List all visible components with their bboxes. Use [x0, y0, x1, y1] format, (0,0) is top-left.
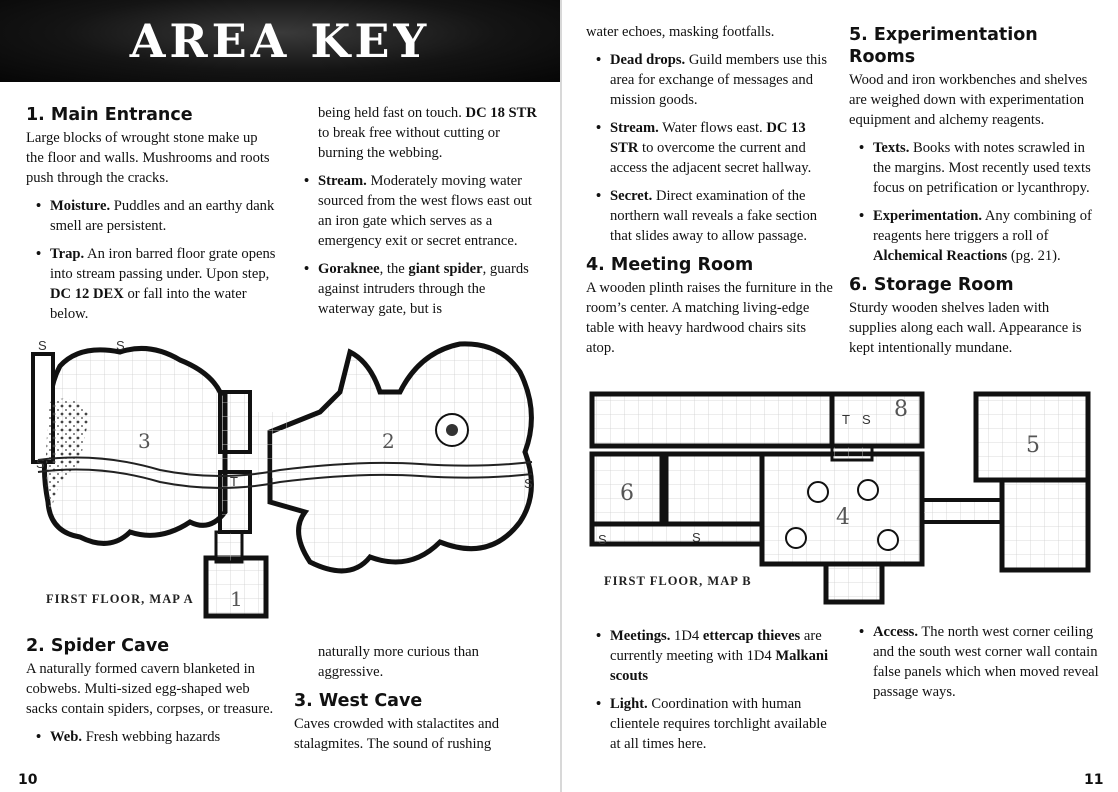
section-heading: 3. West Cave: [294, 691, 423, 711]
section-intro: Caves crowded with stalactites and stalagmites. The sound of rushing: [294, 716, 500, 752]
secret-door-marker: S: [692, 530, 701, 545]
storage-room-bullets: [849, 622, 1099, 710]
section-intro: A wooden plinth raises the furniture in the room’s center. A matching living-edge table with heavy hardwood chairs sits atop.: [586, 280, 833, 356]
web-continued: being held fast on touch. DC 18 STR to break free without cutting or burning the webbing.: [318, 105, 537, 161]
section-heading: 4. Meeting Room: [586, 255, 754, 275]
map-number-8: 8: [894, 397, 908, 422]
secret-door-marker: S: [36, 456, 45, 471]
section-heading: 5. Experimentation Rooms: [849, 25, 1038, 67]
map-number-6: 6: [620, 481, 634, 506]
bullet-experimentation: • Experimentation. Any combining of reagents here triggers a roll of Alchemical Reactions (pg. 21).: [849, 206, 1099, 266]
bullet-light: • Light. Coordination with human clientele requires torchlight available at all times here.: [586, 694, 836, 754]
map-a: [20, 332, 550, 628]
section-west-cave: [294, 690, 542, 754]
west-cave-cont-text: water echoes, masking footfalls.: [586, 24, 775, 40]
bullet-web: • Web. Fresh webbing hazards: [26, 727, 276, 747]
title-banner: [0, 0, 560, 82]
section-main-entrance: [26, 104, 276, 332]
ettercap-thief-icon: [808, 482, 828, 502]
section-spider-cave: [26, 635, 276, 755]
page-number-right: 11: [1084, 772, 1104, 788]
map-number-3: 3: [138, 429, 151, 453]
map-number-5: 5: [1026, 433, 1040, 458]
bullet-meetings: • Meetings. 1D4 ettercap thieves are currently meeting with 1D4 Malkani scouts: [586, 626, 836, 686]
trap-marker: T: [842, 412, 850, 427]
map-a-label: FIRST FLOOR, MAP A: [46, 592, 194, 606]
bullet-trap: • Trap. An iron barred floor grate opens into stream passing under. Upon step, DC 12 DEX or fall into the water below.: [26, 244, 276, 324]
map-b-label: FIRST FLOOR, MAP B: [604, 574, 752, 588]
bullet-moisture: • Moisture. Puddles and an earthy dank smell are persistent.: [26, 196, 276, 236]
map-number-2: 2: [382, 429, 395, 453]
bullet-access: • Access. The north west corner ceiling and the south west corner wall contain false panels which when moved reveal passage ways.: [849, 622, 1099, 702]
bullet-dead-drops: • Dead drops. Guild members use this area for exchange of messages and mission goods.: [586, 50, 836, 110]
section-experimentation-rooms: [849, 24, 1099, 366]
goraknee-continued: naturally more curious than aggressive.: [318, 644, 479, 680]
section-intro: Large blocks of wrought stone make up the floor and walls. Mushrooms and roots push through the cracks.: [26, 130, 270, 186]
ettercap-thief-icon: [786, 528, 806, 548]
section-intro: A naturally formed cavern blanketed in cobwebs. Multi-sized egg-shaped web sacks contain spiders, corpses, or treasure.: [26, 661, 274, 717]
bullet-texts: • Texts. Books with notes scrawled in the margins. Most recently used texts focus on petrification or lycanthropy.: [849, 138, 1099, 198]
malkani-scout-icon: [858, 480, 878, 500]
bullet-stream: • Stream. Moderately moving water sourced from the west flows east out an iron gate which serves as a emergency exit or secret entrance.: [294, 171, 542, 251]
page-title: AREA KEY: [129, 14, 431, 68]
spider-cave-continued: [294, 103, 542, 327]
secret-door-marker: S: [116, 338, 125, 353]
column-2-bottom: [294, 642, 542, 762]
meeting-room-bullets: [586, 626, 836, 762]
map-number-1: 1: [230, 587, 243, 611]
secret-door-marker: S: [862, 412, 871, 427]
section-intro: Wood and iron workbenches and shelves are weighed down with experimentation equipment and alchemy reagents.: [849, 72, 1088, 128]
trap-marker: T: [230, 474, 238, 489]
section-heading: 6. Storage Room: [849, 275, 1014, 295]
bullet-stream: • Stream. Water flows east. DC 13 STR to overcome the current and access the adjacent secret hallway.: [586, 118, 836, 178]
cave-2: [270, 344, 531, 571]
section-storage-room: [849, 274, 1099, 358]
bullet-secret: • Secret. Direct examination of the northern wall reveals a fake section that slides away to allow passage.: [586, 186, 836, 246]
page-gutter: [560, 0, 562, 792]
secret-door-marker: S: [38, 338, 47, 353]
section-intro: Sturdy wooden shelves laden with supplies along each wall. Appearance is kept intentionally mundane.: [849, 300, 1082, 356]
secret-door-marker: S: [524, 476, 533, 491]
section-heading: 1. Main Entrance: [26, 105, 193, 125]
page-number-left: 10: [18, 772, 38, 788]
bullet-goraknee: • Goraknee, the giant spider, guards against intruders through the waterway gate, but is: [294, 259, 542, 319]
section-heading: 2. Spider Cave: [26, 636, 170, 656]
malkani-scout-icon: [878, 530, 898, 550]
secret-door-marker: S: [598, 532, 607, 547]
map-number-4: 4: [836, 505, 850, 530]
section-meeting-room: [586, 254, 836, 358]
west-cave-continued: [586, 22, 836, 366]
